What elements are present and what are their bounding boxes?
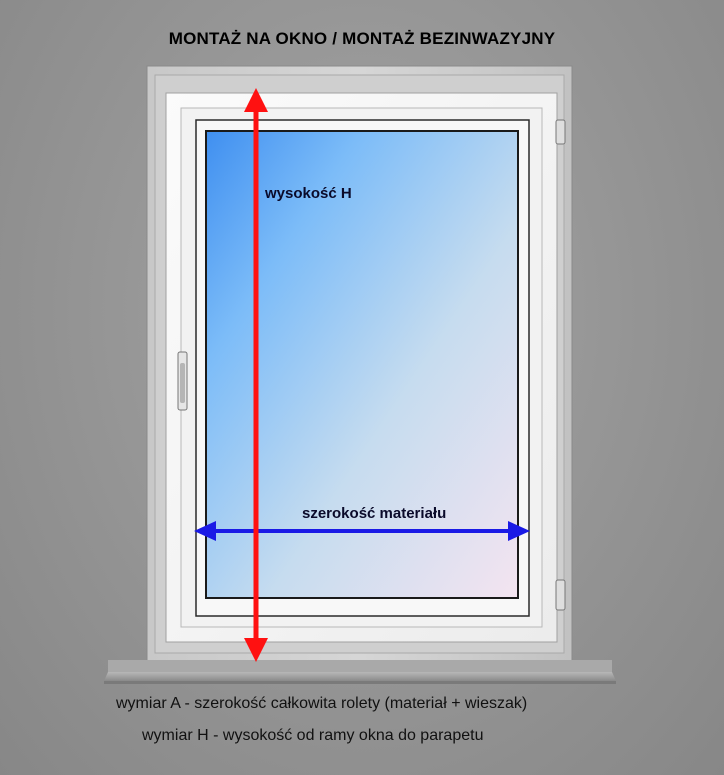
height-label: wysokość H bbox=[265, 185, 352, 202]
hinge-bottom-icon bbox=[556, 580, 565, 610]
glass-pane bbox=[206, 131, 518, 598]
hinge-top-icon bbox=[556, 120, 565, 144]
window-sill bbox=[104, 660, 616, 684]
caption-dimension-h: wymiar H - wysokość od ramy okna do parapetu bbox=[142, 727, 484, 744]
window-handle-icon bbox=[178, 352, 187, 410]
caption-dimension-a: wymiar A - szerokość całkowita rolety (materiał + wieszak) bbox=[116, 695, 528, 712]
width-label: szerokość materiału bbox=[302, 505, 447, 522]
page-title: MONTAŻ NA OKNO / MONTAŻ BEZINWAZYJNY bbox=[168, 29, 556, 48]
